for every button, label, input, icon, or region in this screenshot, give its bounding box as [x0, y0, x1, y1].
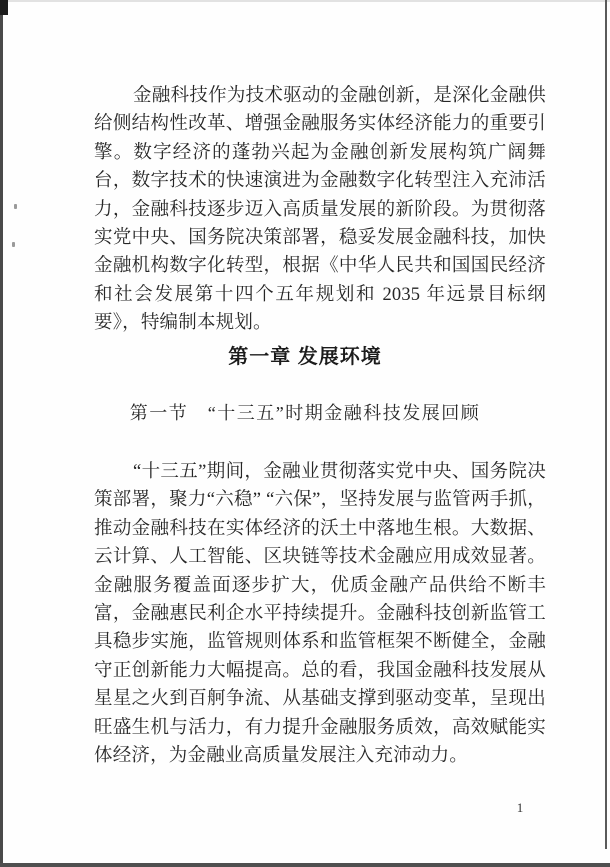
scan-edge-top	[0, 0, 610, 2]
page-number: 1	[516, 800, 524, 815]
chapter-heading: 第一章 发展环境	[228, 346, 382, 368]
scan-speck	[14, 204, 17, 209]
scan-edge-left	[0, 0, 3, 867]
body-paragraph-review: “十三五”期间，金融业贯彻落实党中央、国务院决策部署，聚力“六稳” “六保”，坚持发展与监管两手抓，推动金融科技在实体经济的沃土中落地生根。大数据、云计算、人工智能、区块链等技术金融应用成效显著。金融服务覆盖面逐步扩大，优质金融产品供给不断丰富，金融惠民利企水平持续提升。金融科技创新监管工具稳步实施，监管规则体系和监管框架不断健全，金融守正创新能力大幅提高。总的看，我国金融科技发展从星星之火到百舸争流、从基础支撑到驱动变革，呈现出旺盛生机与活力，有力提升金融服务质效，高效赋能实体经济，为金融业高质量发展注入充沛动力。	[94, 462, 546, 767]
body-paragraph-intro: 金融科技作为技术驱动的金融创新，是深化金融供给侧结构性改革、增强金融服务实体经济能力的重要引擎。数字经济的蓬勃兴起为金融创新发展构筑广阔舞台，数字技术的快速演进为金融数字化转型注入充沛活力，金融科技逐步迈入高质量发展的新阶段。为贯彻落实党中央、国务院决策部署，稳妥发展金融科技，加快金融机构数字化转型，根据《中华人民共和国国民经济和社会发展第十四个五年规划和 2035 年远景目标纲要》，特编制本规划。	[94, 86, 546, 334]
scan-speck	[12, 242, 15, 247]
section-heading: 第一节 “十三五”时期金融科技发展回顾	[129, 403, 481, 423]
scan-corner-mark	[0, 0, 8, 15]
scan-edge-bottom	[0, 863, 610, 867]
